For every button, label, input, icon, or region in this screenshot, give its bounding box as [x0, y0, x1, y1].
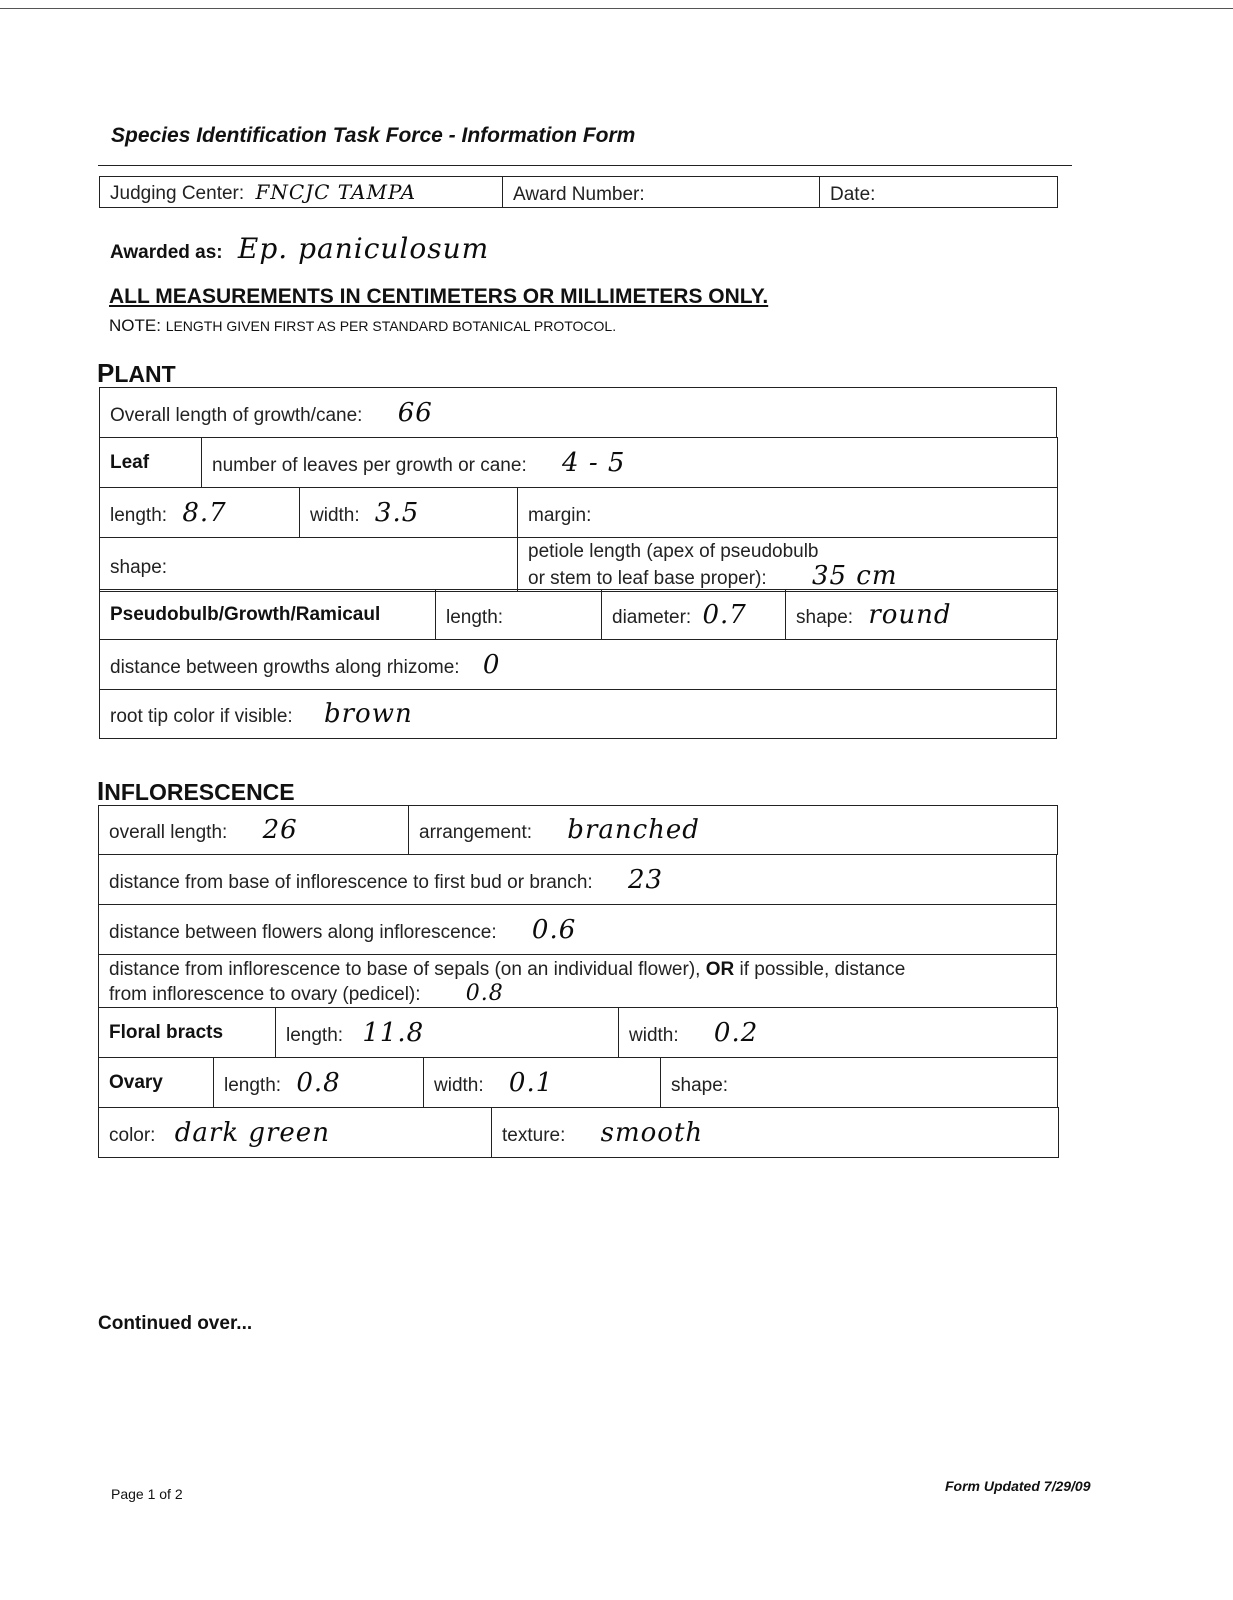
overall-length-cell[interactable]: Overall length of growth/cane: 66 — [100, 388, 1057, 438]
flower-spacing-value: 0.6 — [531, 914, 577, 945]
floral-bracts-width-cell[interactable]: width: 0.2 — [619, 1008, 1058, 1058]
leaf-width-value: 3.5 — [374, 497, 420, 528]
rhizome-distance-value: 0 — [482, 649, 501, 680]
infl-table-color — [98, 1107, 1059, 1158]
plant-table-shape — [99, 537, 1058, 592]
leaves-per-growth-value: 4 - 5 — [562, 447, 626, 478]
awarded-as-label: Awarded as: — [110, 242, 223, 263]
infl-table-pedicel — [98, 954, 1057, 1008]
root-tip-color-cell[interactable]: root tip color if visible: brown — [100, 690, 1057, 739]
judging-center-value: FNCJC TAMPA — [255, 179, 417, 204]
measurement-notice: ALL MEASUREMENTS IN CENTIMETERS OR MILLIMETERS ONLY. — [109, 285, 769, 308]
floral-bracts-width-value: 0.2 — [713, 1017, 759, 1048]
date-label: Date: — [830, 184, 876, 205]
plant-table-leaf — [99, 437, 1058, 488]
floral-bracts-length-cell[interactable]: length: 11.8 — [276, 1008, 619, 1058]
leaf-margin-cell[interactable]: margin: — [518, 488, 1058, 538]
leaf-length-value: 8.7 — [182, 497, 227, 528]
infl-overall-length-cell[interactable]: overall length: 26 — [99, 806, 409, 855]
ovary-width-value: 0.1 — [508, 1067, 554, 1098]
root-tip-color-value: brown — [323, 699, 413, 729]
judging-center-cell[interactable] — [100, 177, 503, 208]
note-label: NOTE: — [109, 316, 161, 335]
color-cell[interactable]: color: dark green — [99, 1108, 492, 1158]
pseudobulb-diameter-cell[interactable]: diameter: 0.7 — [602, 590, 786, 640]
page-number: Page 1 of 2 — [111, 1486, 183, 1502]
judging-center-label: Judging Center: — [110, 182, 245, 204]
top-scan-line — [0, 8, 1233, 9]
form-updated: Form Updated 7/29/09 — [945, 1478, 1091, 1494]
plant-table-row1 — [99, 387, 1057, 438]
ovary-length-value: 0.8 — [296, 1067, 341, 1098]
texture-cell[interactable]: texture: smooth — [492, 1108, 1059, 1158]
ovary-length-cell[interactable]: length: 0.8 — [214, 1058, 424, 1108]
leaf-shape-cell[interactable]: shape: — [100, 538, 518, 592]
pseudobulb-length-cell[interactable]: length: — [436, 590, 602, 640]
header-table — [99, 176, 1058, 208]
award-number-cell[interactable] — [503, 177, 820, 208]
floral-bracts-label: Floral bracts — [99, 1008, 276, 1058]
awarded-as-value: Ep. paniculosum — [237, 232, 490, 265]
infl-overall-length-value: 26 — [262, 815, 298, 845]
pseudobulb-shape-cell[interactable]: shape: round — [786, 590, 1058, 640]
infl-table-ovary — [98, 1057, 1058, 1108]
infl-table-floral-bracts — [98, 1007, 1058, 1058]
plant-table-pseudobulb — [99, 589, 1058, 640]
infl-table-row1 — [98, 805, 1058, 855]
floral-bracts-length-value: 11.8 — [362, 1017, 425, 1048]
arrangement-cell[interactable]: arrangement: branched — [409, 806, 1058, 855]
ovary-label: Ovary — [99, 1058, 214, 1108]
plant-table-rhizome — [99, 639, 1057, 690]
form-title: Species Identification Task Force - Information Form — [111, 124, 636, 147]
color-value: dark green — [174, 1117, 330, 1148]
first-bud-distance-cell[interactable]: distance from base of inflorescence to first bud or branch: 23 — [99, 855, 1057, 905]
plant-table-root — [99, 689, 1057, 739]
first-bud-distance-value: 23 — [627, 864, 664, 895]
award-number-label: Award Number: — [513, 184, 645, 205]
infl-table-first-bud — [98, 854, 1057, 905]
note-text: LENGTH GIVEN FIRST AS PER STANDARD BOTANICAL PROTOCOL. — [165, 318, 617, 334]
leaf-label: Leaf — [100, 438, 202, 488]
title-rule — [98, 165, 1072, 166]
pseudobulb-shape-value: round — [868, 599, 952, 630]
continued-over: Continued over... — [98, 1313, 253, 1334]
inflorescence-heading: INFLORESCENCE — [97, 776, 295, 806]
petiole-length-cell[interactable]: petiole length (apex of pseudobulb or stem to leaf base proper): 35 cm — [518, 538, 1058, 592]
pseudobulb-label: Pseudobulb/Growth/Ramicaul — [100, 590, 436, 640]
plant-table-leaf-dims — [99, 487, 1058, 538]
infl-table-between-flowers — [98, 904, 1057, 955]
texture-value: smooth — [600, 1117, 704, 1148]
pedicel-distance-value: 0.8 — [465, 980, 504, 1006]
date-cell[interactable] — [820, 177, 1058, 208]
ovary-shape-cell[interactable]: shape: — [661, 1058, 1058, 1108]
protocol-note — [109, 316, 616, 336]
leaves-per-growth-cell[interactable]: number of leaves per growth or cane: 4 - 5 — [202, 438, 1058, 488]
leaf-width-cell[interactable]: width: 3.5 — [300, 488, 518, 538]
pseudobulb-diameter-value: 0.7 — [702, 599, 747, 630]
overall-length-value: 66 — [397, 397, 433, 428]
arrangement-value: branched — [567, 815, 700, 845]
pedicel-distance-cell[interactable]: distance from inflorescence to base of sepals (on an individual flower), OR if possible, distance from inflorescence to ovary (pedicel): 0.8 — [99, 955, 1057, 1008]
rhizome-distance-cell[interactable]: distance between growths along rhizome: 0 — [100, 640, 1057, 690]
leaf-length-cell[interactable]: length: 8.7 — [100, 488, 300, 538]
ovary-width-cell[interactable]: width: 0.1 — [424, 1058, 661, 1108]
flower-spacing-cell[interactable]: distance between flowers along inflorescence: 0.6 — [99, 905, 1057, 955]
petiole-length-value: 35 cm — [811, 561, 898, 591]
plant-heading: PLANT — [97, 358, 176, 388]
awarded-as — [110, 232, 489, 265]
